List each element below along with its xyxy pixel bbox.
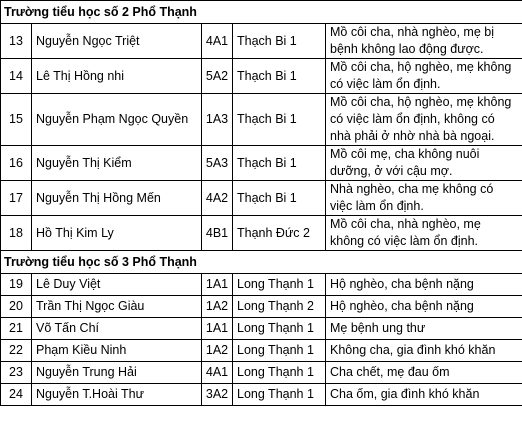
student-name: Lê Thị Hồng nhi xyxy=(32,59,202,94)
address: Thạch Bi 1 xyxy=(233,181,326,216)
row-number: 16 xyxy=(1,146,32,181)
address: Long Thạnh 1 xyxy=(233,318,326,340)
address: Thạch Bi 1 xyxy=(233,59,326,94)
table-row xyxy=(1,146,522,181)
table-row xyxy=(1,318,522,340)
row-number: 22 xyxy=(1,340,32,362)
row-number: 23 xyxy=(1,362,32,384)
student-name: Phạm Kiều Ninh xyxy=(32,340,202,362)
circumstance-note: Cha ốm, gia đình khó khăn xyxy=(326,384,522,406)
row-number: 21 xyxy=(1,318,32,340)
class-code: 4A1 xyxy=(202,24,233,59)
student-name: Nguyễn Thị Kiểm xyxy=(32,146,202,181)
circumstance-note: Cha chết, mẹ đau ốm xyxy=(326,362,522,384)
address: Thạch Bi 1 xyxy=(233,94,326,146)
student-name: Nguyễn Phạm Ngọc Quyền xyxy=(32,94,202,146)
section-title: Trường tiểu học số 3 Phổ Thạnh xyxy=(1,251,522,274)
address: Long Thạnh 1 xyxy=(233,362,326,384)
student-name: Nguyễn Thị Hồng Mến xyxy=(32,181,202,216)
row-number: 18 xyxy=(1,216,32,251)
table-row xyxy=(1,24,522,59)
class-code: 1A1 xyxy=(202,274,233,296)
section-header xyxy=(1,1,522,24)
circumstance-note: Mẹ bệnh ung thư xyxy=(326,318,522,340)
student-name: Hồ Thị Kim Ly xyxy=(32,216,202,251)
section-title: Trường tiểu học số 2 Phổ Thạnh xyxy=(1,1,522,24)
student-name: Nguyễn T.Hoài Thư xyxy=(32,384,202,406)
circumstance-note: Mồ côi cha, nhà nghèo, mẹ không có việc làm ổn định. xyxy=(326,216,522,251)
class-code: 4A2 xyxy=(202,181,233,216)
class-code: 1A3 xyxy=(202,94,233,146)
table-row xyxy=(1,362,522,384)
circumstance-note: Không cha, gia đình khó khăn xyxy=(326,340,522,362)
address: Long Thạnh 1 xyxy=(233,340,326,362)
class-code: 5A2 xyxy=(202,59,233,94)
class-code: 4B1 xyxy=(202,216,233,251)
table-row xyxy=(1,384,522,406)
address: Long Thạnh 2 xyxy=(233,296,326,318)
class-code: 3A2 xyxy=(202,384,233,406)
student-name: Nguyễn Ngọc Triệt xyxy=(32,24,202,59)
address: Thạch Bi 1 xyxy=(233,146,326,181)
class-code: 1A2 xyxy=(202,340,233,362)
table-row xyxy=(1,216,522,251)
row-number: 24 xyxy=(1,384,32,406)
table-row xyxy=(1,94,522,146)
address: Long Thạnh 1 xyxy=(233,384,326,406)
address: Thạch Bi 1 xyxy=(233,24,326,59)
address: Thạnh Đức 2 xyxy=(233,216,326,251)
circumstance-note: Mồ côi mẹ, cha không nuôi dưỡng, ở với cậu mợ. xyxy=(326,146,522,181)
class-code: 1A2 xyxy=(202,296,233,318)
class-code: 1A1 xyxy=(202,318,233,340)
circumstance-note: Mồ côi cha, hộ nghèo, mẹ không có việc làm ổn định. xyxy=(326,59,522,94)
table-row xyxy=(1,59,522,94)
row-number: 19 xyxy=(1,274,32,296)
row-number: 20 xyxy=(1,296,32,318)
table-row xyxy=(1,340,522,362)
circumstance-note: Hộ nghèo, cha bệnh nặng xyxy=(326,274,522,296)
circumstance-note: Nhà nghèo, cha mẹ không có việc làm ổn định. xyxy=(326,181,522,216)
class-code: 4A1 xyxy=(202,362,233,384)
circumstance-note: Hộ nghèo, cha bệnh nặng xyxy=(326,296,522,318)
student-name: Trần Thị Ngọc Giàu xyxy=(32,296,202,318)
student-name: Lê Duy Việt xyxy=(32,274,202,296)
row-number: 17 xyxy=(1,181,32,216)
row-number: 13 xyxy=(1,24,32,59)
table-row xyxy=(1,274,522,296)
row-number: 14 xyxy=(1,59,32,94)
row-number: 15 xyxy=(1,94,32,146)
student-name: Nguyễn Trung Hải xyxy=(32,362,202,384)
table-row xyxy=(1,181,522,216)
circumstance-note: Mồ côi cha, nhà nghèo, mẹ bị bệnh không lao động được. xyxy=(326,24,522,59)
student-name: Võ Tấn Chí xyxy=(32,318,202,340)
circumstance-note: Mồ côi cha, hộ nghèo, mẹ không có việc làm ổn định, không có nhà phải ở nhờ nhà bà ngoại. xyxy=(326,94,522,146)
section-header xyxy=(1,251,522,274)
table-row xyxy=(1,296,522,318)
address: Long Thạnh 1 xyxy=(233,274,326,296)
class-code: 5A3 xyxy=(202,146,233,181)
